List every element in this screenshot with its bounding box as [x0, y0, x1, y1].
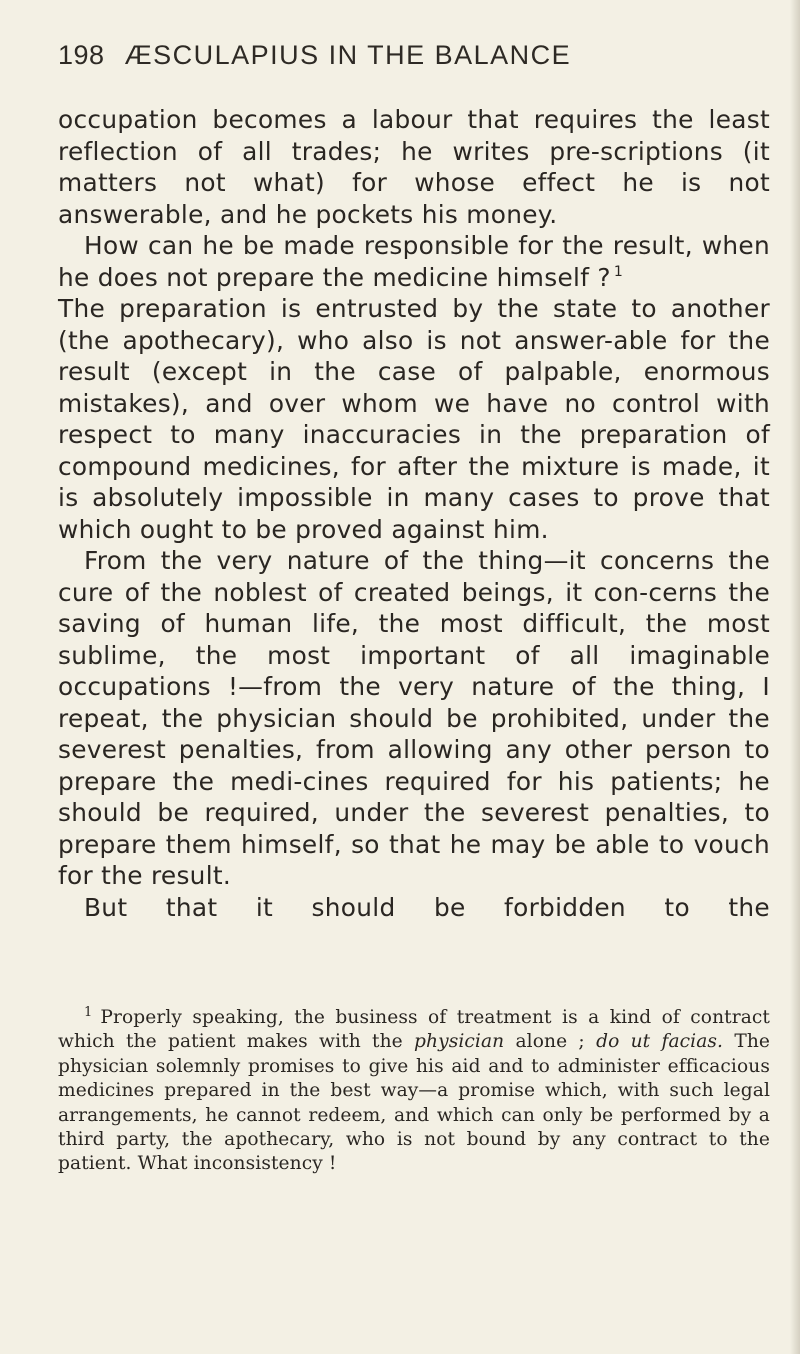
paragraph-4: From the very nature of the thing—it concerns the cure of the noblest of created beings, it con-cerns the saving of human life, the most difficult, the most sublime, the most important of all imaginable occupations !—from the very nature of the thing, I repeat, the physician should be prohibited, under the severest penalties, from allowing any other person to prepare the medi-cines required for his patients; he should be required, under the severest penalties, to prepare them himself, so that he may be able to vouch for the result.	[58, 546, 770, 890]
footnote-1	[58, 1006, 770, 1177]
running-title: ÆSCULAPIUS IN THE BALANCE	[124, 40, 572, 70]
running-head	[58, 40, 758, 71]
page-number: 198	[58, 40, 105, 70]
footnote-text-start: Properly speaking, the business of treatment is a kind of contract which the patient makes with the	[58, 1007, 770, 1053]
page-edge-shadow	[790, 0, 800, 1354]
footnote-emphasis-latin: do ut facias.	[596, 1031, 724, 1053]
footnote-text-middle: alone ;	[504, 1031, 597, 1053]
footnote-emphasis-physician: physician	[414, 1031, 505, 1053]
paragraph-2	[58, 230, 770, 293]
footnote-reference: 1	[613, 264, 624, 281]
footnote-text-end: The physician solemnly promises to give his aid and to administer efficacious medicines prepared in the best way—a promise which, with such legal arrangements, he cannot redeem, and which can only be performed by a third party, the apothecary, who is not bound by any contract to the patient. What inconsistency !	[58, 1031, 771, 1175]
paragraph-5: But that it should be forbidden to the	[84, 892, 770, 922]
footnote-number: 1	[84, 1004, 93, 1020]
paragraph-1: occupation becomes a labour that requires the least reflection of all trades; he writes pre-scriptions (it matters not what) for whose effect he is not answerable, and he pockets his money.	[58, 105, 770, 229]
footnotes	[58, 1006, 770, 1177]
paragraph-2-text: How can he be made responsible for the result, when he does not prepare the medicine himself ?	[58, 231, 770, 292]
paragraph-3: The preparation is entrusted by the state to another (the apothecary), who also is not answer-able for the result (except in the case of palpable, enormous mistakes), and over whom we have no control with respect to many inaccuracies in the preparation of compound medicines, for after the mixture is made, it is absolutely impossible in many cases to prove that which ought to be proved against him.	[58, 294, 770, 544]
body-text	[58, 104, 770, 923]
